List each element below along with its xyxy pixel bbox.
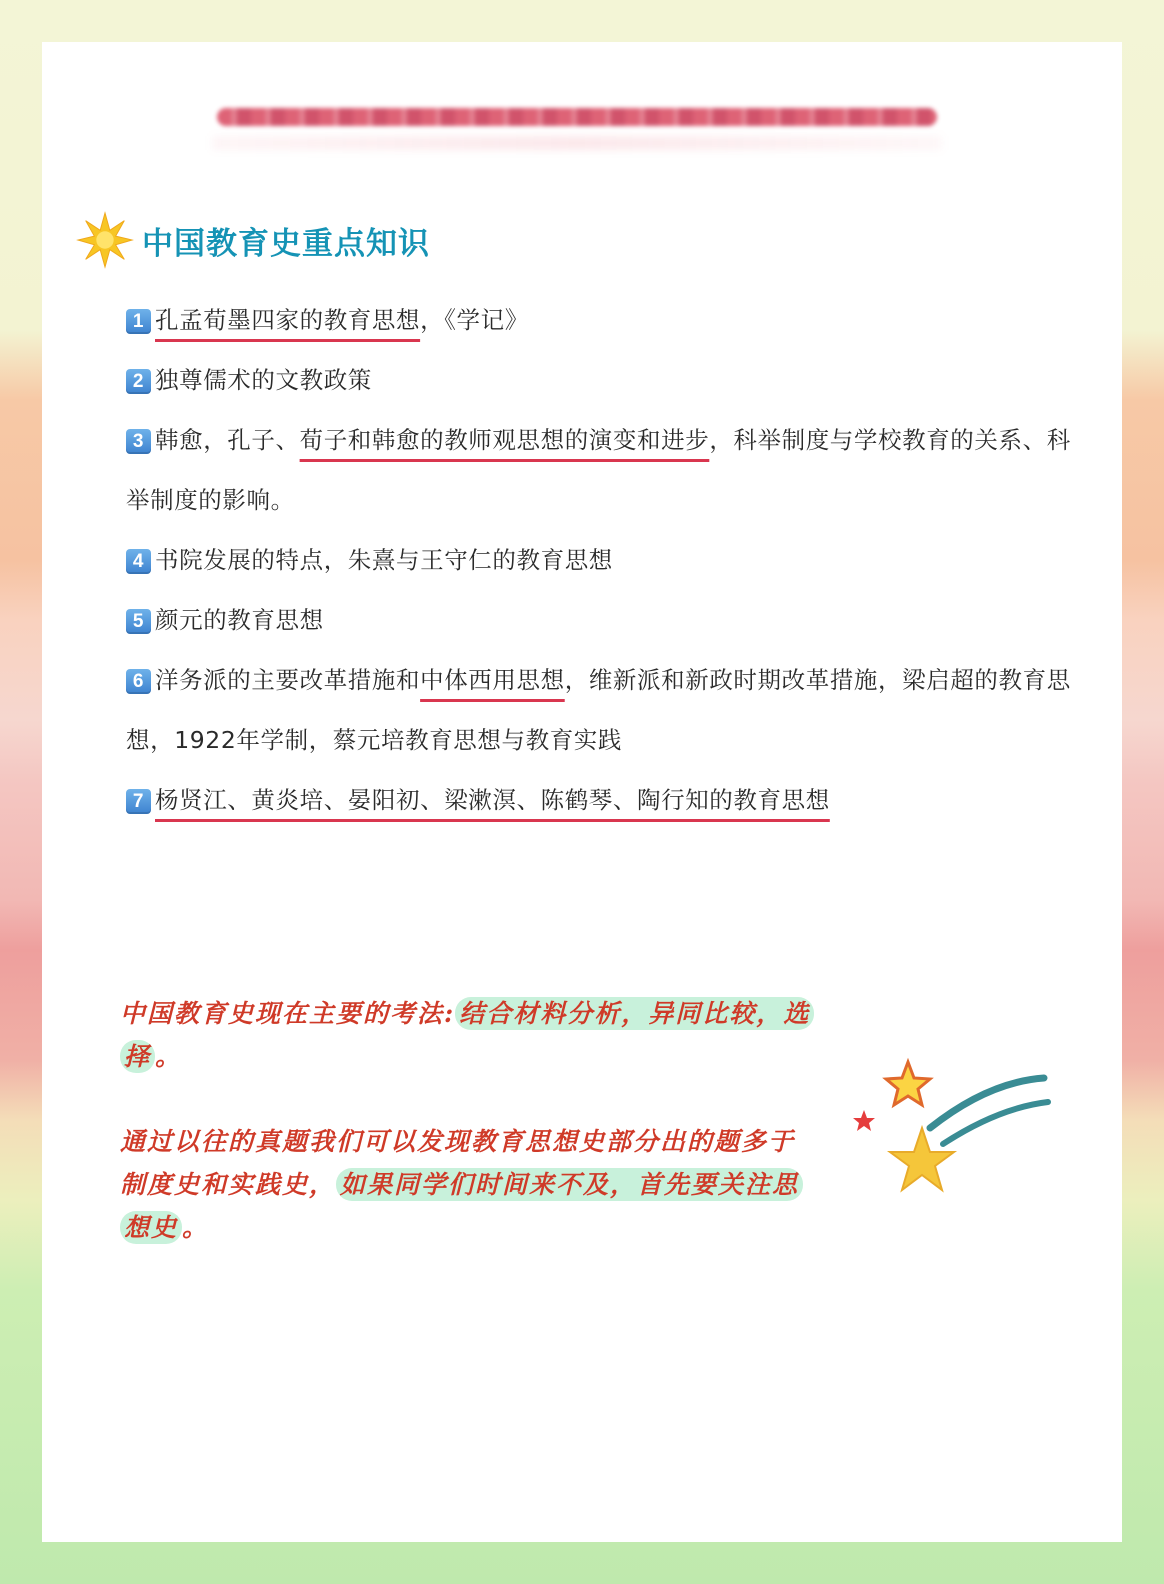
- highlighted-text: 如果同学们时间来不及，首先要关注思想史: [120, 1168, 803, 1244]
- list-item: [126, 650, 1086, 770]
- number-badge-icon: 1: [126, 309, 151, 334]
- blurred-header-text: [217, 108, 937, 126]
- shooting-star-icon: [848, 1052, 1058, 1202]
- sun-icon: [76, 211, 134, 269]
- list-item: [126, 350, 1086, 410]
- item-text: 独尊儒术的文教政策: [155, 366, 372, 394]
- underlined-text: 中体西用思想: [420, 666, 565, 694]
- item-text: 书院发展的特点，朱熹与王守仁的教育思想: [155, 546, 613, 574]
- highlighted-text: 结合材料分析，异同比较，选择: [120, 997, 814, 1073]
- number-badge-icon: 5: [126, 609, 151, 634]
- number-badge-icon: 7: [126, 789, 151, 814]
- note-text: 中国教育史现在主要的考法:: [120, 999, 456, 1028]
- number-badge-icon: 2: [126, 369, 151, 394]
- item-text: ，科举制度与学校教育的关系、科举制度的影响。: [126, 426, 1071, 514]
- exam-method-note: [120, 992, 820, 1078]
- key-points-list: [126, 290, 1086, 830]
- underlined-text: 杨贤江、黄炎培、晏阳初、梁漱溟、陈鹤琴、陶行知的教育思想: [155, 786, 830, 814]
- note-text: 。: [155, 1042, 183, 1071]
- number-badge-icon: 3: [126, 429, 151, 454]
- list-item: [126, 530, 1086, 590]
- list-item: [126, 590, 1086, 650]
- list-item: [126, 410, 1086, 530]
- list-item: [126, 290, 1086, 350]
- number-badge-icon: 6: [126, 669, 151, 694]
- underlined-text: 荀子和韩愈的教师观思想的演变和进步: [299, 426, 710, 454]
- number-badge-icon: 4: [126, 549, 151, 574]
- content-card: [42, 42, 1122, 1542]
- item-text: 颜元的教育思想: [155, 606, 324, 634]
- note-text: 。: [182, 1213, 210, 1242]
- item-text: ，《学记》: [420, 306, 529, 334]
- study-advice-note: [120, 1120, 820, 1249]
- section-header: [76, 210, 430, 270]
- underlined-text: 孔孟荀墨四家的教育思想: [155, 306, 421, 334]
- section-title: 中国教育史重点知识: [142, 225, 430, 262]
- blurred-header-shadow: [212, 136, 942, 150]
- item-text: 韩愈，孔子、: [155, 426, 300, 454]
- item-text: ，维新派和新政时期改革措施，梁启超的教育思想，1922年学制，蔡元培教育思想与教育实践: [126, 666, 1071, 754]
- item-text: 洋务派的主要改革措施和: [155, 666, 421, 694]
- list-item: [126, 770, 1086, 830]
- note-text: 通过以往的真题我们可以发现教育思想史部分出的题多于制度史和实践史，: [120, 1127, 796, 1199]
